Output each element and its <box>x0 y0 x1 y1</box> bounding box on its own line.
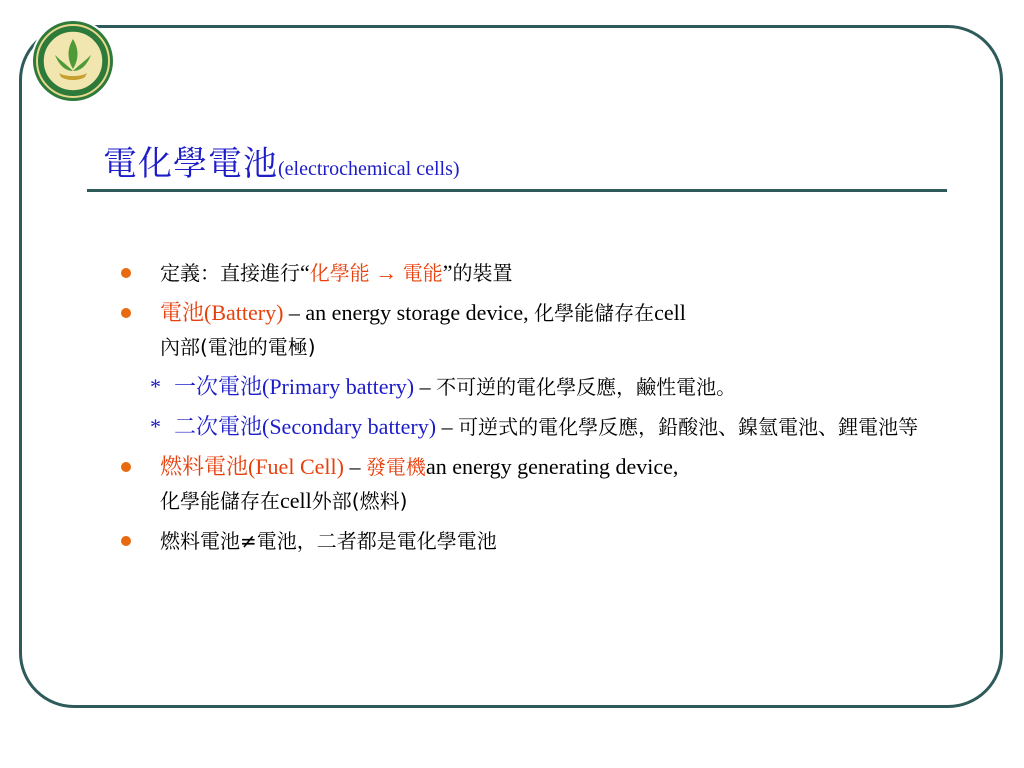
arrow-right-icon: → <box>375 260 398 285</box>
bullet-battery <box>118 296 930 364</box>
definition-suffix: 的裝置 <box>452 261 513 285</box>
close-quote: ” <box>442 260 453 285</box>
primary-battery-desc: 不可逆的電化學反應，鹼性電池。 <box>436 375 737 399</box>
bullet-fuel-cell <box>118 450 930 518</box>
fuel-cell-cell-word: cell <box>280 488 312 513</box>
battery-electrode-note: 內部(電池的電極) <box>160 335 316 359</box>
title-english: (electrochemical cells) <box>278 158 460 180</box>
battery-definition: – an energy storage device, <box>283 300 535 325</box>
battery-term: 電池(Battery) <box>160 300 284 325</box>
primary-battery-term: 一次電池(Primary battery) <box>174 374 415 399</box>
sub-bullet-secondary <box>118 410 930 444</box>
primary-dash: – <box>414 374 437 399</box>
definition-prefix: 定義：直接進行 <box>160 261 300 285</box>
fuel-cell-desc-zh: 化學能儲存在 <box>160 489 280 513</box>
bullet-dot-icon <box>121 536 131 546</box>
open-quote: “ <box>300 260 310 285</box>
university-emblem-icon <box>31 19 115 103</box>
comparison-text: 燃料電池≠電池，二者都是電化學電池 <box>160 529 497 553</box>
fuel-cell-external-note: 外部(燃料) <box>311 489 408 513</box>
secondary-battery-desc: 可逆式的電化學反應，鉛酸池、鎳氫電池、鋰電池等 <box>458 415 919 439</box>
generator-term: 發電機 <box>365 455 426 479</box>
electric-energy-text: 電能 <box>402 261 443 285</box>
secondary-dash: – <box>436 414 459 439</box>
chemical-energy-text: 化學能 <box>309 261 370 285</box>
fuel-cell-dash: – <box>343 454 366 479</box>
bullet-dot-icon <box>121 308 131 318</box>
title-chinese: 電化學電池 <box>103 144 278 184</box>
secondary-battery-term: 二次電池(Secondary battery) <box>174 414 437 439</box>
title-divider <box>87 189 947 192</box>
bullet-comparison <box>118 524 930 558</box>
bullet-dot-icon <box>121 268 131 278</box>
bullet-list <box>118 256 930 564</box>
fuel-cell-term: 燃料電池(Fuel Cell) <box>160 454 344 479</box>
slide-title <box>103 136 460 185</box>
bullet-definition <box>118 256 930 290</box>
star-marker-icon: * <box>150 414 161 439</box>
battery-cell-word: cell <box>654 300 686 325</box>
bullet-dot-icon <box>121 462 131 472</box>
star-marker-icon: * <box>150 374 161 399</box>
sub-bullet-primary <box>118 370 930 404</box>
battery-desc-zh: 化學能儲存在 <box>534 301 655 325</box>
fuel-cell-definition: an energy generating device, <box>425 454 679 479</box>
